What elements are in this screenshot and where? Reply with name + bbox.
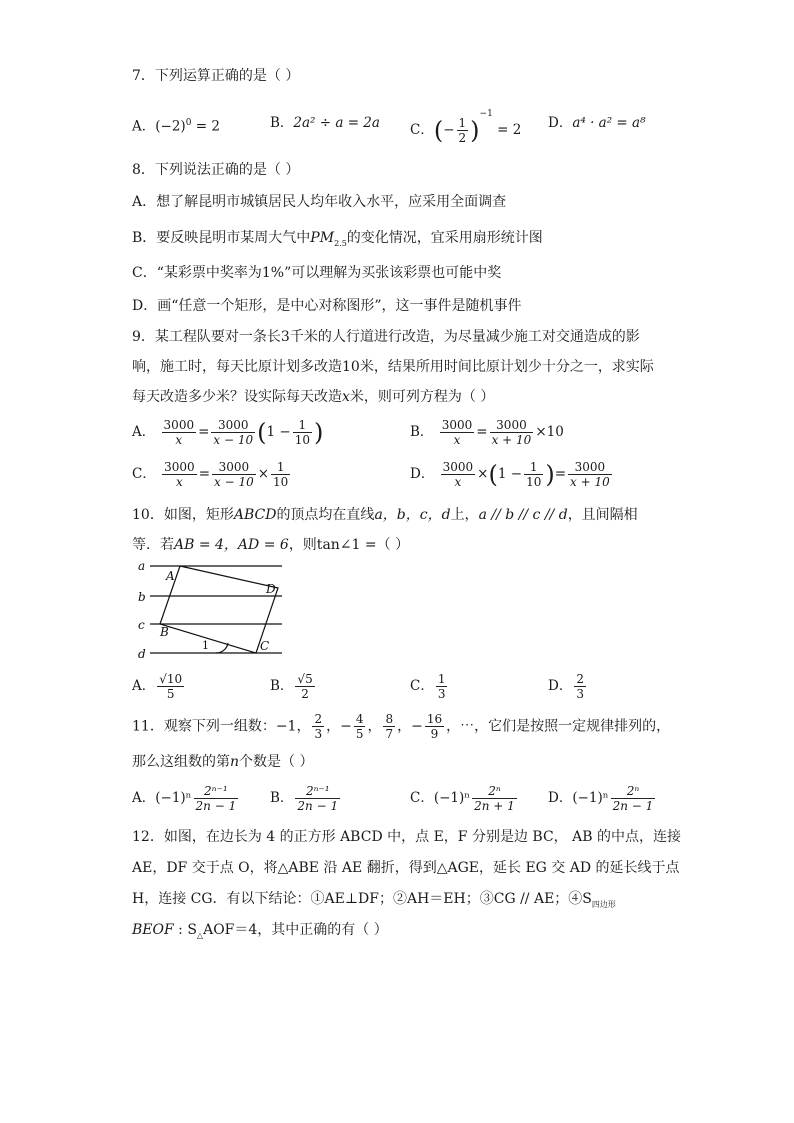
num: 1 [293,418,312,433]
label-C: C [260,639,270,653]
den: x − 10 [214,475,254,489]
q11-text: 11．观察下列一组数：−1， [132,718,311,735]
q7-c-num: 1 [458,116,467,130]
q7-option-b[interactable] [270,113,380,133]
q9-line1: 9．某工程队要对一条长3千米的人行道进行改造，为尽量减少施工对交通造成的影 [132,329,640,345]
q9-var-x: x [342,389,350,405]
q9-l3b: 米，则可列方程为（ ） [349,389,495,405]
q7-stem: 7．下列运算正确的是（ ） [132,68,300,84]
den: 9 [430,727,439,741]
q10-rect: ABCD [233,507,277,523]
q8-stem: 8．下列说法正确的是（ ） [132,162,300,178]
q10-given: AB = 4，AD = 6 [174,537,289,553]
q12-line1: 12．如图，在边长为 4 的正方形 ABCD 中，点 E，F 分别是边 BC， AB 的中点，连接 [132,829,681,845]
option-label: A． [132,424,156,440]
q11-text: 个数是（ ） [239,754,314,770]
num: 3000 [442,460,474,474]
num: 3000 [568,460,612,475]
label-B: B [160,625,169,639]
option-label: B． [270,115,294,131]
q7-option-d[interactable] [548,113,645,133]
q12-line3 [132,889,616,915]
q10-text: 等．若 [132,537,174,553]
q11-option-a[interactable] [132,784,240,813]
q11-option-c[interactable] [410,784,519,813]
q11-option-b[interactable] [270,784,342,813]
option-label: B． [270,790,294,806]
den: 10 [526,475,542,489]
den: 5 [355,727,364,741]
q7-c-exp: −1 [479,109,493,119]
q8-b-sub: 2.5 [334,238,347,248]
num: 2ⁿ [611,784,656,799]
q7-a-base: (−2) [155,118,186,135]
q7-c-rhs: = 2 [497,122,522,138]
den: 3 [576,687,584,701]
label-angle-1: 1 [202,639,209,652]
q10-figure [132,560,292,664]
q7-a-rhs: = 2 [191,118,220,135]
q9-option-d[interactable]: D． $\frac{3000}{x}$ ×(1 − $\frac{1}{10}$ )= $\frac{3000}{x + 10}$ [410,460,610,489]
option-label: C． [410,790,434,806]
q11-var-n: n [230,754,240,770]
num: 2 [314,712,323,726]
q9-option-a[interactable]: A． $\frac{3000}{x}$ = $\frac{3000}{x - 10}$ (1 − $\frac{1}{10}$ ) [132,418,324,447]
q12-sub-quad: 四边形 [591,899,616,909]
den: x [453,433,461,447]
q10-line2 [132,535,409,555]
sep: ， [367,718,382,735]
eq: = [198,424,210,440]
q12-line2: AE，DF 交于点 O，将△ABE 沿 AE 翻折，得到△AGE，延长 EG 交 AD 的延长线于点 [132,860,680,876]
den: 3 [437,687,446,701]
label-d: d [138,647,146,661]
q10-text: ，且间隔相 [567,507,638,523]
den: x − 10 [213,433,254,447]
q11-text: 那么这组数的第 [132,754,230,770]
sep: ，− [397,718,423,735]
option-label: A． [132,118,156,135]
q10-text: 的顶点均在直线 [276,507,375,523]
den: x + 10 [570,475,610,489]
q9-line3 [132,387,494,407]
option-label: C． [410,122,434,138]
den: 7 [385,727,394,741]
den: x [454,475,462,489]
option-label: C． [410,678,434,694]
q12-quad: BEOF [132,922,174,938]
one-minus: 1 − [497,466,523,482]
den: 2n − 1 [612,799,654,813]
option-label: B． [410,424,434,440]
den: 5 [166,687,175,701]
q10-option-b[interactable] [270,672,317,701]
num: 2ⁿ⁻¹ [194,784,239,799]
q8-option-c[interactable]: C．“某彩票中奖率为1%”可以理解为买张该彩票也可能中奖 [132,265,502,281]
sign-factor: (−1)ⁿ [433,790,471,806]
num: 4 [355,712,364,726]
den: 2n − 1 [195,799,237,813]
q10-text: 10．如图，矩形 [132,507,234,523]
option-label: D． [410,466,435,482]
option-label: A． [132,678,156,694]
q12-text: AOF＝4，其中正确的有（ ） [203,922,388,938]
den: 2 [301,687,309,701]
label-A: A [166,569,175,583]
num: 1 [437,672,446,686]
q7-c-den: 2 [458,131,467,145]
q12-text: : S [173,922,197,938]
q9-option-b[interactable] [410,418,564,447]
q7-option-c[interactable]: C．(− $\frac{1}{2}$ )$^{-1}$ = 2 [410,109,522,145]
q12-text: H，连接 CG．有以下结论：①AE⊥DF；②AH＝EH；③CG // AE；④S [132,891,592,907]
q12-line4 [132,920,388,946]
q10-option-c[interactable] [410,672,449,701]
den: 10 [273,475,289,489]
q12-sub-tri: △ [196,930,204,940]
q10-line1 [132,505,638,525]
den: 10 [294,433,310,447]
num: 2ⁿ⁻¹ [295,784,340,799]
option-label: D． [548,678,573,694]
num: 8 [385,712,394,726]
label-c: c [138,618,145,632]
option-label: B． [270,678,294,694]
q10-lines: a，b，c，d [374,507,451,523]
num: 3000 [490,418,534,433]
q11-option-d[interactable] [548,784,657,813]
num: 3000 [441,418,473,432]
num: 1 [524,460,543,475]
num: 1 [271,460,290,475]
eq: = [554,466,567,482]
sign-factor: (−1)ⁿ [572,790,609,806]
den: x [175,433,183,447]
q9-option-c[interactable] [132,460,292,489]
q8-option-b[interactable] [132,228,543,254]
label-D: D [266,582,276,596]
q7-d-expr: a⁴ · a² = a⁸ [572,115,646,131]
den: 2n − 1 [297,799,339,813]
q10-text: ，则tan∠1 =（ ） [288,537,410,553]
times: × [257,466,270,482]
q8-b-text1: B．要反映昆明市某周大气中 [132,230,311,246]
num: 3000 [212,460,256,475]
den: x [176,475,183,489]
q10-option-d[interactable] [548,672,588,701]
q11-text: ，⋯，它们是按照一定规律排列的， [446,718,671,735]
sign-factor: (−1)ⁿ [155,790,192,806]
option-label: D． [548,115,573,131]
num: √10 [159,672,183,686]
den: 3 [314,727,323,741]
num: 2ⁿ [472,784,517,799]
num: 16 [426,712,443,726]
den: x + 10 [491,433,532,447]
num: 3000 [163,418,195,432]
label-b: b [138,590,146,604]
q7-option-a[interactable] [132,113,220,137]
option-label: A． [132,790,156,806]
option-label: D． [548,790,573,806]
num: 3000 [164,460,195,474]
q8-option-a[interactable]: A．想了解昆明市城镇居民人均年收入水平，应采用全面调查 [132,194,507,210]
eq: = [476,424,488,440]
den: 2n + 1 [474,799,515,813]
num: 3000 [211,418,255,433]
num: 2 [576,672,584,686]
q11-line2 [132,752,313,772]
q8-b-text2: 的变化情况，宜采用扇形统计图 [346,230,543,246]
q11-line1 [132,712,670,741]
eq: = [198,466,210,482]
sep: ，− [326,718,352,735]
num: √5 [297,672,313,686]
one-minus: 1 − [266,424,291,440]
q9-l3a: 每天改造多少米？设实际每天改造 [132,389,342,405]
q9-line2: 响，施工时，每天比原计划多改造10米，结果所用时间比原计划少十分之一，求实际 [132,359,654,375]
q10-option-a[interactable] [132,672,186,701]
q7-a-exp: 0 [185,118,192,128]
q7-b-expr: 2a² ÷ a = 2a [293,115,380,131]
option-label: C． [132,466,156,482]
times: × [477,466,489,482]
q10-parallel: a // b // c // d [478,507,568,523]
q10-text: 上， [450,507,479,523]
label-a: a [138,560,146,573]
q8-option-d[interactable]: D．画“任意一个矩形，是中心对称图形”，这一事件是随机事件 [132,298,522,314]
times-ten: ×10 [535,424,564,440]
q8-b-pm: PM [310,230,335,246]
